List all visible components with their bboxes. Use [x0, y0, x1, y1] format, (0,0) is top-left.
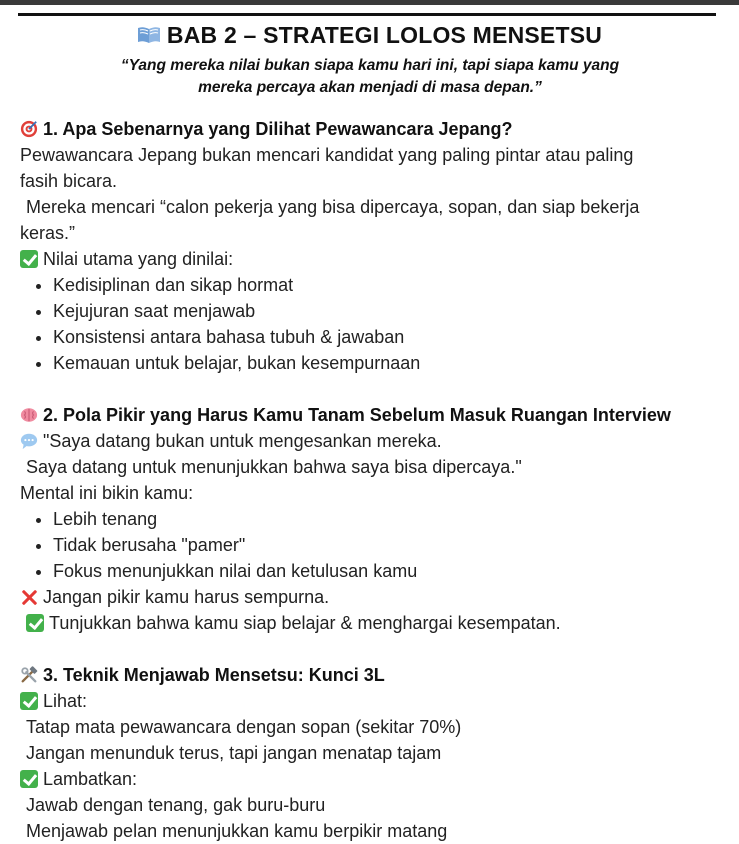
- chapter-quote-line: “Yang mereka nilai bukan siapa kamu hari ini, tapi siapa kamu yang: [120, 57, 620, 74]
- speech-text: "Saya datang bukan untuk mengesankan mereka.: [43, 431, 442, 451]
- dont-line: [20, 584, 720, 610]
- chapter-quote: [40, 55, 700, 99]
- speech-line: [20, 428, 720, 454]
- spacer: [20, 376, 720, 402]
- top-border: [0, 0, 739, 5]
- hammer-wrench-icon: [20, 666, 38, 684]
- list-item: • Tidak berusaha "pamer": [53, 532, 720, 558]
- section-2-effects-list: [20, 506, 720, 584]
- lambat-line: Menjawab pelan menunjukkan kamu berpikir matang: [26, 821, 448, 841]
- chapter-title: [0, 22, 739, 49]
- lihat-label: [20, 688, 720, 714]
- section-3-heading-text: 3. Teknik Menjawab Mensetsu: Kunci 3L: [43, 665, 385, 685]
- list-item: • Kedisiplinan dan sikap hormat: [53, 272, 720, 298]
- section-1-quote-line: Mereka mencari “calon pekerja yang bisa dipercaya, sopan, dan siap bekerja: [26, 197, 640, 217]
- section-1-heading: [20, 116, 720, 142]
- lihat-line: Tatap mata pewawancara dengan sopan (sekitar 70%): [26, 717, 462, 737]
- list-item: • Kemauan untuk belajar, bukan kesempurnaan: [53, 350, 720, 376]
- speech-line-2: Saya datang untuk menunjukkan bahwa saya bisa dipercaya.": [26, 457, 522, 477]
- mental-label: Mental ini bikin kamu:: [20, 483, 194, 503]
- section-2-heading: [20, 402, 720, 428]
- lambat-label: [20, 766, 720, 792]
- section-1-paragraph-line: fasih bicara.: [20, 171, 118, 191]
- lihat-label-text: Lihat:: [43, 691, 88, 711]
- chapter-title-text: BAB 2 – STRATEGI LOLOS MENSETSU: [166, 22, 603, 48]
- cross-mark-icon: [20, 588, 38, 606]
- values-label-text: Nilai utama yang dinilai:: [43, 249, 234, 269]
- lambat-line: Jawab dengan tenang, gak buru-buru: [26, 795, 326, 815]
- dont-text: Jangan pikir kamu harus sempurna.: [43, 587, 330, 607]
- section-1-quote-line: keras.”: [20, 223, 76, 243]
- chapter-content: [20, 116, 720, 844]
- check-mark-icon: [20, 250, 38, 268]
- do-line: [20, 610, 720, 636]
- list-item: • Konsistensi antara bahasa tubuh & jawaban: [53, 324, 720, 350]
- section-1-heading-text: 1. Apa Sebenarnya yang Dilihat Pewawancara Jepang?: [43, 119, 513, 139]
- header-rule: [18, 13, 716, 16]
- brain-icon: [20, 406, 38, 424]
- list-item: • Kejujuran saat menjawab: [53, 298, 720, 324]
- chapter-quote-line: mereka percaya akan menjadi di masa depan.”: [198, 79, 542, 96]
- lambat-label-text: Lambatkan:: [43, 769, 138, 789]
- list-item: • Fokus menunjukkan nilai dan ketulusan kamu: [53, 558, 720, 584]
- check-mark-icon: [20, 692, 38, 710]
- section-2-heading-text: 2. Pola Pikir yang Harus Kamu Tanam Sebelum Masuk Ruangan Interview: [43, 405, 671, 425]
- check-mark-icon: [26, 614, 44, 632]
- lihat-line: Jangan menunduk terus, tapi jangan menatap tajam: [26, 743, 442, 763]
- do-text: Tunjukkan bahwa kamu siap belajar & menghargai kesempatan.: [49, 613, 561, 633]
- section-1-values-label: [20, 246, 720, 272]
- list-item: • Lebih tenang: [53, 506, 720, 532]
- speech-bubble-icon: [20, 432, 38, 450]
- check-mark-icon: [20, 770, 38, 788]
- bullseye-target-icon: [20, 120, 38, 138]
- spacer: [20, 636, 720, 662]
- open-book-icon: [137, 26, 161, 44]
- section-1-paragraph-line: Pewawancara Jepang bukan mencari kandidat yang paling pintar atau paling: [20, 145, 634, 165]
- section-1-values-list: [20, 272, 720, 376]
- section-3-heading: [20, 662, 720, 688]
